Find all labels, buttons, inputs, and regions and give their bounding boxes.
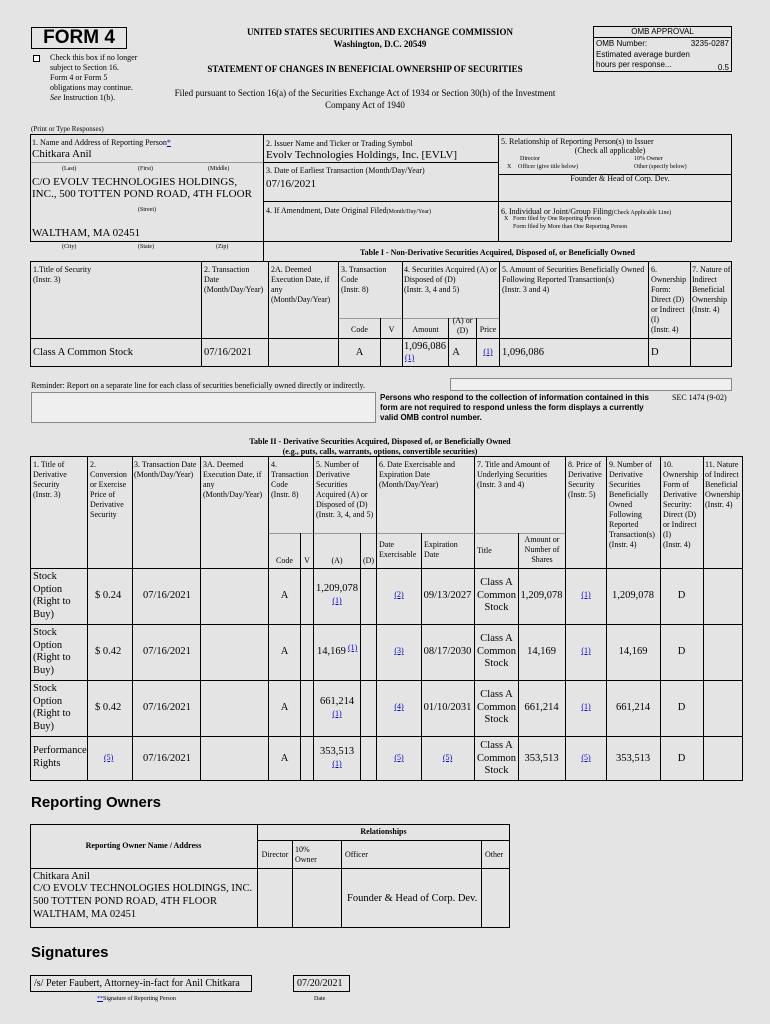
t2-row-code: A — [280, 646, 289, 657]
t1-h3: 3. Transaction Code (Instr. 8) — [341, 265, 387, 294]
t2-row-exp[interactable]: (5) — [442, 753, 453, 762]
t2-row-title: Stock Option (Right to Buy) — [33, 571, 71, 620]
street-line-2: INC., 500 TOTTEN POND ROAD, 4TH FLOOR — [32, 188, 252, 200]
t2-h2: 2. Conversion or Exercise Price of Derivative Security — [90, 460, 127, 519]
t2-row-a: 353,513 — [319, 746, 355, 757]
no-longer-subject-checkbox[interactable] — [33, 55, 40, 62]
omb-burden-label: Estimated average burden hours per response... — [596, 50, 690, 69]
t2-row-p8[interactable]: (1) — [581, 702, 591, 711]
other-option[interactable]: Other (specify below) — [634, 164, 687, 170]
omb-approval-box — [593, 26, 732, 72]
t2-v: V — [304, 556, 310, 565]
t2-row-a-fn[interactable]: (1) — [348, 643, 358, 652]
t1-row-form: D — [651, 347, 659, 358]
t2-row-p8[interactable]: (1) — [581, 646, 591, 655]
t1-row-price-fn[interactable]: (1) — [483, 347, 493, 356]
sec-number: SEC 1474 (9-02) — [672, 393, 727, 402]
reminder-input-2[interactable] — [31, 392, 376, 423]
t2-h3: 3. Transaction Date (Month/Day/Year) — [134, 460, 197, 479]
t1-aord: (A) or (D) — [452, 316, 473, 335]
owners-col-name: Reporting Owner Name / Address — [85, 841, 202, 850]
signature-label: **Signature of Reporting Person — [97, 996, 176, 1002]
owner-addr2: 500 TOTTEN POND ROAD, 4TH FLOOR — [33, 896, 217, 907]
city-line: WALTHAM, MA 02451 — [32, 227, 141, 239]
t2-date-ex: Date Exercisable — [379, 540, 417, 559]
t1-h6: 6. Ownership Form: Direct (D) or Indirect (I) (Instr. 4) — [651, 265, 687, 334]
t2-h11: 11. Nature of Indirect Beneficial Ownership (Instr. 4) — [705, 460, 741, 509]
t2-amount-col: Amount or Number of Shares — [524, 535, 560, 564]
t1-amount: Amount — [412, 325, 439, 334]
agency-city: Washington, D.C. 20549 — [333, 39, 427, 49]
t2-title-col: Title — [477, 546, 492, 555]
t1-price: Price — [479, 325, 497, 334]
t2-row-uamt: 661,214 — [524, 702, 559, 713]
t2-d: (D) — [362, 556, 375, 565]
t1-row-date: 07/16/2021 — [204, 347, 252, 358]
amendment-label: 4. If Amendment, Date Original Filed(Month/Day/Year) — [266, 206, 432, 215]
t2-row-price: $ 0.24 — [95, 590, 122, 601]
statement-title: STATEMENT OF CHANGES IN BENEFICIAL OWNERSHIP OF SECURITIES — [207, 64, 523, 74]
omb-title: OMB APPROVAL — [594, 27, 731, 38]
t2-row-uamt: 14,169 — [527, 646, 556, 657]
table2-subtitle: (e.g., puts, calls, warrants, options, convertible securities) — [282, 447, 478, 456]
t1-v: V — [388, 325, 395, 334]
t2-row-date: 07/16/2021 — [143, 702, 191, 713]
t2-row-uamt: 1,209,078 — [520, 590, 563, 601]
owners-director: Director — [261, 850, 289, 859]
t2-h9: 9. Number of Derivative Securities Beneficially Owned Following Reported Transaction(s) (Instr. 4) — [609, 460, 655, 549]
t2-row-a: 661,214 — [319, 696, 355, 707]
t2-row-date: 07/16/2021 — [143, 753, 191, 764]
t2-h5: 5. Number of Derivative Securities Acquired (A) or Disposed of (D) (Instr. 3, 4, and 5) — [316, 460, 374, 519]
t2-row-title: Performance Rights — [33, 745, 87, 769]
t2-h7: 7. Title and Amount of Underlying Securities (Instr. 3 and 4) — [477, 460, 550, 489]
state-label: (State) — [138, 244, 154, 250]
t2-row-utitle: Class A Common Stock — [476, 633, 517, 669]
t2-row-owned: 661,214 — [615, 702, 651, 713]
t1-code: Code — [351, 325, 368, 334]
t1-h2: 2. Transaction Date (Month/Day/Year) — [204, 265, 264, 294]
t2-row-a: 1,209,078 — [316, 583, 358, 594]
director-option[interactable]: Director — [520, 156, 540, 162]
t2-row-exp: 09/13/2027 — [423, 590, 472, 601]
t2-row-utitle: Class A Common Stock — [476, 740, 517, 776]
street-line-1: C/O EVOLV TECHNOLOGIES HOLDINGS, — [32, 176, 238, 188]
officer-title: Founder & Head of Corp. Dev. — [570, 174, 670, 183]
signature-value: /s/ Peter Faubert, Attorney-in-fact for Anil Chitkara — [34, 978, 240, 989]
form-title: FORM 4 — [43, 27, 115, 48]
middle-label: (Middle) — [208, 166, 230, 172]
t1-row-amount: 1,096,086 — [404, 341, 446, 352]
t2-expiration: Expiration Date — [424, 540, 458, 559]
t1-h4: 4. Securities Acquired (A) or Disposed of (D) (Instr. 3, 4 and 5) — [404, 265, 497, 294]
t2-row-ex[interactable]: (4) — [394, 702, 404, 711]
t1-h7: 7. Nature of Indirect Beneficial Ownership (Instr. 4) — [692, 265, 731, 314]
t2-row-price: $ 0.42 — [95, 646, 122, 657]
t2-row-form: D — [677, 646, 686, 657]
signature-date: 07/20/2021 — [297, 978, 343, 989]
t2-row-a-fn[interactable]: (1) — [332, 596, 342, 605]
t1-row-owned: 1,096,086 — [502, 347, 544, 358]
t1-row-code: A — [355, 347, 364, 358]
t2-h3a: 3A. Deemed Execution Date, if any (Month/Day/Year) — [203, 460, 263, 499]
t2-h8: 8. Price of Derivative Security (Instr. 5) — [568, 460, 602, 499]
t2-row-form: D — [677, 753, 686, 764]
t2-h4: 4. Transaction Code (Instr. 8) — [271, 460, 309, 499]
t2-h6: 6. Date Exercisable and Expiration Date (Month/Day/Year) — [379, 460, 455, 489]
relationship-label: 5. Relationship of Reporting Person(s) to Issuer — [501, 137, 654, 146]
first-label: (First) — [138, 166, 153, 172]
t2-row-date: 07/16/2021 — [143, 646, 191, 657]
omb-number: 3235-0287 — [690, 39, 729, 48]
owner-addr3: WALTHAM, MA 02451 — [33, 909, 137, 920]
issuer-label: 2. Issuer Name and Ticker or Trading Symbol — [266, 139, 413, 148]
t2-row-owned: 353,513 — [615, 753, 651, 764]
t2-row-owned: 14,169 — [618, 646, 648, 657]
t1-h2a: 2A. Deemed Execution Date, if any (Month/Day/Year) — [271, 265, 331, 304]
t2-row-uamt: 353,513 — [524, 753, 559, 764]
t1-h1: 1.Title of Security (Instr. 3) — [33, 265, 92, 284]
t1-row-title: Class A Common Stock — [33, 347, 134, 358]
t2-row-a-fn[interactable]: (1) — [332, 709, 342, 718]
owner-officer-value: Founder & Head of Corp. Dev. — [347, 893, 478, 904]
date-label: Date — [314, 996, 326, 1002]
t2-row-owned: 1,209,078 — [612, 590, 654, 601]
t2-row-ex[interactable]: (3) — [394, 646, 404, 655]
t2-row-p8[interactable]: (1) — [581, 590, 591, 599]
reporting-person-name: Chitkara Anil — [32, 148, 92, 160]
reminder-input-1[interactable] — [450, 378, 732, 391]
filed-pursuant-2: Company Act of 1940 — [325, 100, 405, 110]
t2-row-form: D — [677, 590, 686, 601]
t2-row-exp: 01/10/2031 — [423, 702, 472, 713]
t2-row-form: D — [677, 702, 686, 713]
omb-burden: 0.5 — [717, 63, 729, 72]
agency-name: UNITED STATES SECURITIES AND EXCHANGE COMMISSION — [247, 27, 513, 37]
street-label: (Street) — [138, 207, 156, 213]
issuer-value: Evolv Technologies Holdings, Inc. [EVLV] — [266, 149, 458, 161]
t2-row-price: $ 0.42 — [95, 702, 122, 713]
earliest-date-label: 3. Date of Earliest Transaction (Month/Day/Year) — [266, 166, 425, 175]
t2-row-utitle: Class A Common Stock — [476, 577, 517, 613]
t2-row-a-fn[interactable]: (1) — [332, 759, 342, 768]
owners-relationships: Relationships — [360, 827, 407, 836]
table1-title: Table I - Non-Derivative Securities Acquired, Disposed of, or Beneficially Owned — [360, 248, 635, 257]
signatures-heading: Signatures — [31, 944, 109, 961]
t1-row-aord: A — [452, 347, 460, 358]
owners-ten: 10% Owner — [295, 845, 317, 864]
officer-option[interactable]: Officer (give title below) — [518, 164, 579, 170]
filing-more[interactable]: Form filed by More than One Reporting Person — [513, 224, 628, 230]
t2-row-p8[interactable]: (5) — [581, 753, 591, 762]
t2-row-title: Stock Option (Right to Buy) — [33, 683, 71, 732]
print-type: (Print or Type Responses) — [31, 125, 104, 133]
relationship-sub: (Check all applicable) — [574, 146, 646, 155]
earliest-date: 07/16/2021 — [266, 178, 317, 190]
officer-mark[interactable]: X — [507, 164, 512, 170]
t2-a: (A) — [331, 556, 343, 565]
t2-row-a: 14,169 — [317, 646, 346, 657]
t1-row-amount-fn[interactable]: (1) — [405, 353, 415, 362]
t2-row-date: 07/16/2021 — [143, 590, 191, 601]
filing-label: 6. Individual or Joint/Group Filing(Check Applicable Line) — [501, 207, 672, 216]
filing-one[interactable]: Form filed by One Reporting Person — [513, 216, 601, 222]
reminder: Reminder: Report on a separate line for each class of securities beneficially owned directly or indirectly. — [31, 381, 366, 390]
ten-pct-option[interactable]: 10% Owner — [634, 156, 663, 162]
owner-addr1: C/O EVOLV TECHNOLOGIES HOLDINGS, INC. — [33, 883, 253, 894]
t2-row-utitle: Class A Common Stock — [476, 689, 517, 725]
owner-name: Chitkara Anil — [33, 871, 90, 882]
t2-row-title: Stock Option (Right to Buy) — [33, 627, 71, 676]
owners-officer: Officer — [345, 850, 368, 859]
persons-notice: Persons who respond to the collection of information contained in this form are not required to respond unless the form displays a currently valid OMB control number. — [380, 393, 649, 422]
t1-h5: 5. Amount of Securities Beneficially Owned Following Reported Transaction(s) (Instr. 3 and 4) — [502, 265, 645, 294]
table2-title: Table II - Derivative Securities Acquired, Disposed of, or Beneficially Owned — [249, 437, 511, 446]
omb-number-label: OMB Number: — [596, 39, 648, 48]
zip-label: (Zip) — [216, 244, 229, 250]
t2-row-ex[interactable]: (5) — [394, 753, 404, 762]
reporting-person-label: 1. Name and Address of Reporting Person* — [32, 138, 171, 147]
t2-row-code: A — [280, 753, 289, 764]
t2-row-code: A — [280, 590, 289, 601]
owners-other: Other — [485, 850, 504, 859]
form-title-box — [31, 27, 127, 49]
check-box-text: Check this box if no longer subject to Section 16. Form 4 or Form 5 obligations may continue. See Instruction 1(b). — [50, 53, 138, 102]
filed-pursuant-1: Filed pursuant to Section 16(a) of the Securities Exchange Act of 1934 or Section 30(h) of the Investment — [174, 88, 556, 98]
city-label: (City) — [62, 244, 77, 250]
t2-row-code: A — [280, 702, 289, 713]
t2-code: Code — [276, 556, 293, 565]
reporting-owners-heading: Reporting Owners — [31, 794, 162, 811]
t2-row-exp: 08/17/2030 — [423, 646, 472, 657]
t2-row-price[interactable]: (5) — [104, 753, 114, 762]
last-label: (Last) — [62, 166, 77, 172]
t2-h10: 10. Ownership Form of Derivative Security: Direct (D) or Indirect (I) (Instr. 4) — [663, 460, 699, 549]
filing-mark[interactable]: X — [504, 216, 509, 222]
t2-row-ex[interactable]: (2) — [394, 590, 404, 599]
t2-h1: 1. Title of Derivative Security (Instr. 3) — [33, 460, 67, 499]
